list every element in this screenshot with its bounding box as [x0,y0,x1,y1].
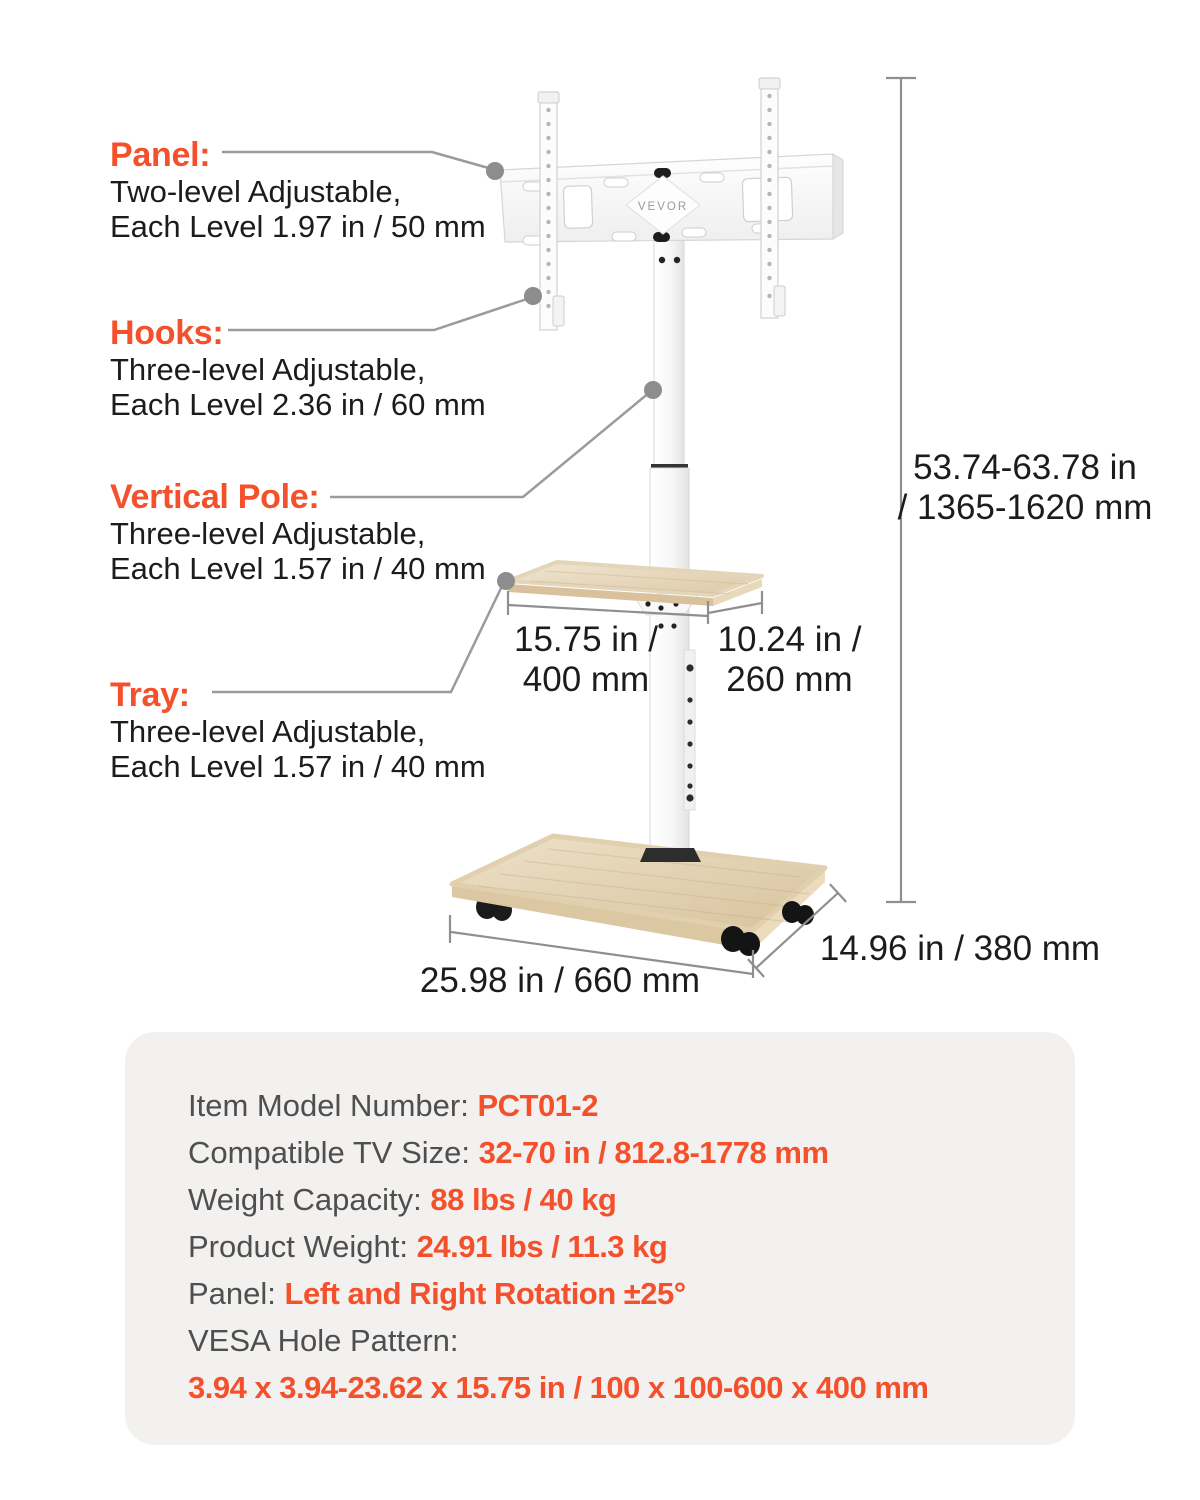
callout-tray [110,676,510,784]
callout-hooks [110,314,510,422]
spec-row-tv-size [188,1129,1047,1176]
spec-label: Item Model Number: [188,1088,478,1123]
callout-line: Three-level Adjustable, [110,352,426,387]
callout-title: Vertical Pole: [110,478,320,516]
callout-panel [110,136,510,244]
callout-line: Two-level Adjustable, [110,174,402,209]
callout-title: Tray: [110,676,190,714]
tray-width-line1: 15.75 in / [514,620,658,659]
tray-width-line2: 400 mm [522,660,650,699]
rail-bottom-hook [553,296,564,326]
callout-line: Each Level 1.97 in / 50 mm [110,209,486,244]
tray-width-dimension-label [492,620,680,700]
base-width-dimension-label: 25.98 in / 660 mm [419,961,701,1000]
tray-depth-line2: 260 mm [726,660,853,699]
spec-value: 32-70 in / 812.8-1778 mm [478,1135,829,1170]
callout-title: Panel: [110,136,211,174]
rail-bottom-hook [774,286,785,316]
tray-depth-line1: 10.24 in / [717,620,862,659]
rail-top-hook [538,92,559,103]
spec-value: 3.94 x 3.94-23.62 x 15.75 in / 100 x 100-600 x 400 mm [188,1370,929,1405]
rail-top-hook [759,78,780,89]
height-dimension-label [895,448,1155,528]
vertical-pole [650,240,695,852]
callout-line: Each Level 1.57 in / 40 mm [110,749,486,784]
callout-line: Three-level Adjustable, [110,714,426,749]
spec-value: 88 lbs / 40 kg [430,1182,617,1217]
callout-title: Hooks: [110,314,224,352]
spec-sheet-panel [125,1032,1075,1445]
base-depth-dimension-label: 14.96 in / 380 mm [819,929,1101,968]
spec-value: Left and Right Rotation ±25° [284,1276,686,1311]
pole-leader-dot [644,381,662,399]
panel-hole-left [563,186,592,229]
panel-end-cap [833,154,843,239]
spec-row-weight-capacity [188,1176,1047,1223]
spec-label: Compatible TV Size: [188,1135,479,1170]
height-dim-line2: / 1365-1620 mm [897,488,1153,527]
callout-line: Three-level Adjustable, [110,516,426,551]
pole-upper-tube [654,240,684,466]
spec-value: 24.91 lbs / 11.3 kg [416,1229,668,1264]
tray-depth-dimension-label [702,620,877,700]
spec-label: Panel: [188,1276,285,1311]
spec-row-panel-rotation [188,1270,1047,1317]
spec-value: PCT01-2 [477,1088,598,1123]
spec-label: VESA Hole Pattern: [188,1323,459,1358]
callout-line: Each Level 2.36 in / 60 mm [110,387,486,422]
callout-line: Each Level 1.57 in / 40 mm [110,551,486,586]
pole-adjustment-holes [684,650,695,810]
spec-row-model [188,1082,1047,1129]
callout-vertical-pole [110,478,510,586]
height-dim-line1: 53.74-63.78 in [913,448,1137,487]
vevor-logo-text: VEVOR [637,201,689,213]
hooks-leader-dot [524,287,542,305]
base-board [452,836,825,956]
spec-label: Weight Capacity: [188,1182,431,1217]
spec-row-product-weight [188,1223,1047,1270]
spec-row-vesa-label [188,1317,1047,1364]
pole-base-collar [640,848,701,862]
spec-label: Product Weight: [188,1229,417,1264]
spec-row-vesa-value [188,1364,1047,1411]
